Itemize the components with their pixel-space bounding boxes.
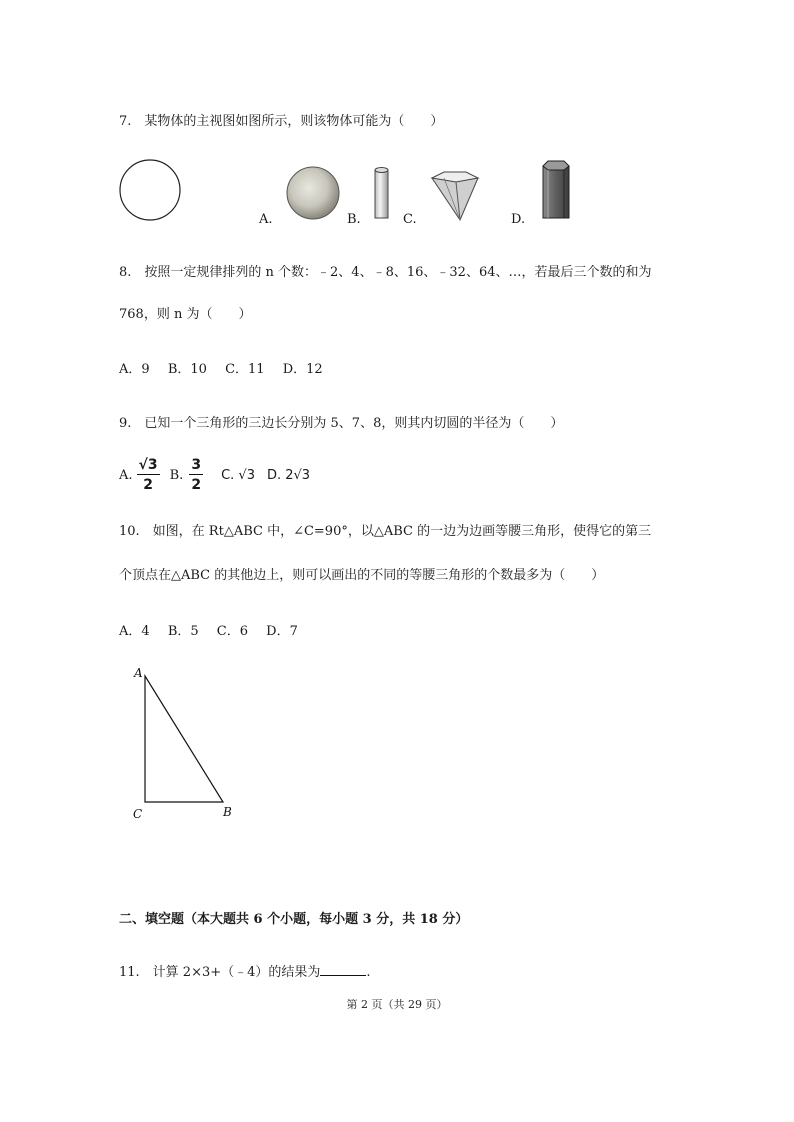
section-2-heading: 二、填空题（本大题共 6 个小题，每小题 3 分，共 18 分） — [119, 912, 469, 927]
hexagonal-prism-figure — [543, 161, 569, 218]
triangle-abc — [145, 676, 223, 802]
q10-line1: 10. 如图，在 Rt△ABC 中，∠C=90°，以△ABC 的一边为边画等腰三角形，使得它的第三 — [119, 524, 652, 539]
q8-line1: 8. 按照一定规律排列的 n 个数：﹣2、4、﹣8、16、﹣32、64、…，若最后三个数的和为 — [119, 265, 652, 280]
q10-option-d[interactable]: D．7 — [266, 624, 298, 639]
q8-line2: 768，则 n 为（ ） — [119, 307, 252, 322]
q8-options — [119, 358, 337, 377]
q9-option-a-denominator: 2 — [143, 477, 153, 493]
q10-option-c[interactable]: C．6 — [216, 624, 248, 639]
q9-option-b-numerator: 3 — [191, 457, 202, 473]
q8-option-b[interactable]: B．10 — [167, 362, 207, 377]
q9-option-d[interactable]: D. 2√3 — [266, 467, 311, 483]
page-footer: 第 2 页（共 29 页） — [346, 998, 448, 1011]
q11-text: 11. 计算 2×3+（﹣4）的结果为 — [119, 965, 321, 980]
q9-option-a-numerator: √3 — [138, 457, 158, 473]
q9-text: 9. 已知一个三角形的三边长分别为 5、7、8，则其内切圆的半径为（ ） — [119, 416, 564, 431]
q8-option-a[interactable]: A．9 — [119, 362, 150, 377]
q9-option-c[interactable]: C. √3 — [221, 467, 255, 483]
cylinder-figure — [375, 168, 388, 219]
q7-text: 7. 某物体的主视图如图所示，则该物体可能为（ ） — [119, 114, 444, 129]
q7-option-b[interactable]: B. — [347, 212, 361, 227]
q10-line2: 个顶点在△ABC 的其他边上，则可以画出的不同的等腰三角形的个数最多为（ ） — [119, 568, 605, 583]
q8-option-c[interactable]: C．11 — [225, 362, 265, 377]
vertex-label-c: C — [133, 807, 143, 821]
q10-option-b[interactable]: B．5 — [167, 624, 199, 639]
triangle-abc-figure — [125, 662, 255, 827]
q11-suffix: . — [366, 965, 371, 980]
q11-answer-blank[interactable] — [320, 963, 366, 976]
vertex-label-a: A — [134, 666, 143, 680]
q10-option-a[interactable]: A．4 — [119, 624, 150, 639]
q9-options — [119, 458, 310, 492]
q7-figures — [110, 158, 794, 228]
q9-option-a-label[interactable]: A. — [119, 467, 133, 483]
vertex-label-b: B — [223, 805, 232, 819]
q11-line — [119, 961, 371, 980]
q7-option-d[interactable]: D. — [511, 212, 526, 227]
q10-options — [119, 620, 312, 639]
q9-option-b-denominator: 2 — [191, 477, 202, 493]
q7-option-a[interactable]: A. — [259, 212, 273, 227]
diamond-figure — [432, 172, 478, 220]
q9-option-b-label[interactable]: B. — [169, 467, 184, 483]
q9-option-a-fraction[interactable] — [137, 458, 160, 492]
sphere-figure — [287, 167, 339, 219]
q7-option-c[interactable]: C. — [403, 212, 417, 227]
q9-option-b-fraction[interactable] — [189, 458, 203, 492]
front-view-circle — [120, 160, 180, 220]
q8-option-d[interactable]: D．12 — [282, 362, 323, 377]
